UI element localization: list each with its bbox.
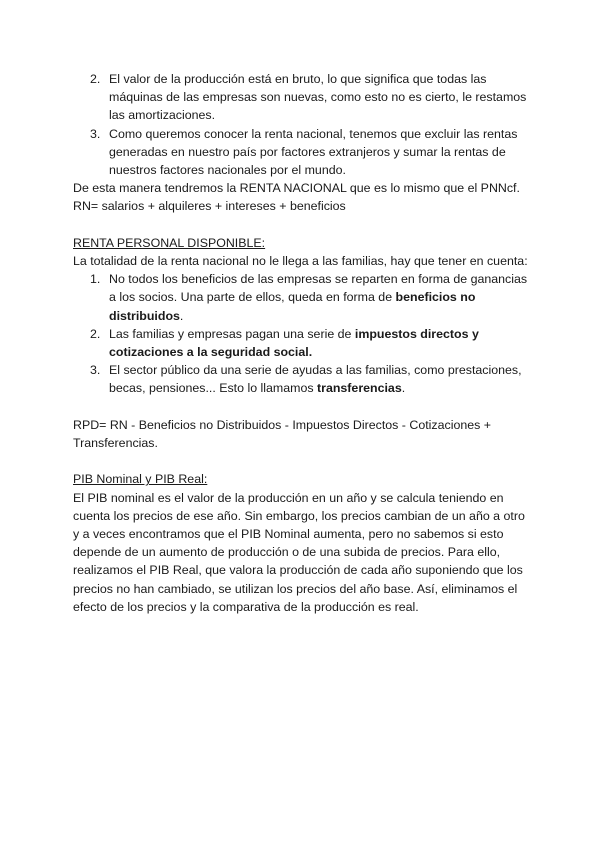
list-number: 2. — [90, 326, 101, 341]
bold-term: beneficios no distribuidos — [109, 290, 476, 323]
section-heading-pib: PIB Nominal y PIB Real: — [73, 472, 208, 487]
renta-nacional-paragraph: De esta manera tendremos la RENTA NACIONAL que es lo mismo que el PNNcf. — [73, 181, 520, 196]
bold-term: impuestos directos y cotizaciones a la seguridad social. — [109, 326, 479, 360]
list-item — [73, 125, 528, 180]
list-item-text: Como queremos conocer la renta nacional, tenemos que excluir las rentas generadas en nuestro país por factores extranjeros y sumar la rentas de nuestros factores nacionales por el mundo. — [109, 126, 518, 178]
list-item-text: No todos los beneficios de las empresas se reparten en forma de ganancias a los socios. Una parte de ellos, queda en forma de — [109, 272, 528, 305]
numbered-list-production — [73, 70, 528, 179]
bold-term: transferencias — [317, 381, 402, 396]
rn-formula: RN= salarios + alquileres + intereses + beneficios — [73, 199, 346, 214]
numbered-list-rpd — [73, 270, 528, 397]
list-item-text: Las familias y empresas pagan una serie de — [109, 326, 355, 341]
list-number: 1. — [90, 272, 101, 287]
list-number: 2. — [90, 72, 101, 86]
list-item-text: El valor de la producción está en bruto, lo que significa que todas las máquinas de las empresas son nuevas, como esto no es cierto, le restamos las amortizaciones. — [109, 72, 527, 123]
list-number: 3. — [90, 363, 101, 378]
rpd-intro: La totalidad de la renta nacional no le llega a las familias, hay que tener en cuenta: — [73, 254, 528, 269]
list-item — [73, 325, 528, 361]
pib-paragraph: El PIB nominal es el valor de la producción en un año y se calcula teniendo en cuenta los precios de ese año. Sin embargo, los precios cambian de un año a otro y a veces encontramos que el PIB Nominal aumenta, pero no sabemos si esto depende de un aumento de producción o de una subida de precios. Para ello, realizamos el PIB Real, que valora la producción de cada año suponiendo que los precios no han cambiado, se utilizan los precios del año base. Así, eliminamos el efecto de los precios y la comparativa de la producción es real. — [73, 490, 525, 614]
list-item: 1. No todos los beneficios de las empresas se reparten en forma de ganancias a los socios. Una parte de ellos, queda en forma de beneficios no distribuidos. — [90, 272, 528, 323]
section-heading-rpd: RENTA PERSONAL DISPONIBLE: — [73, 235, 266, 250]
rpd-formula: RPD= RN - Beneficios no Distribuidos - Impuestos Directos - Cotizaciones + Transferencias. — [73, 417, 491, 451]
list-number: 3. — [90, 126, 101, 141]
list-item: 3. El sector público da una serie de ayudas a las familias, como prestaciones, becas, pensiones... Esto lo llamamos transferencias. — [90, 363, 522, 396]
list-item-text: El sector público da una serie de ayudas a las familias, como prestaciones, becas, pensiones... Esto lo llamamos — [109, 363, 522, 396]
document-page — [73, 70, 528, 616]
list-item — [73, 70, 528, 125]
